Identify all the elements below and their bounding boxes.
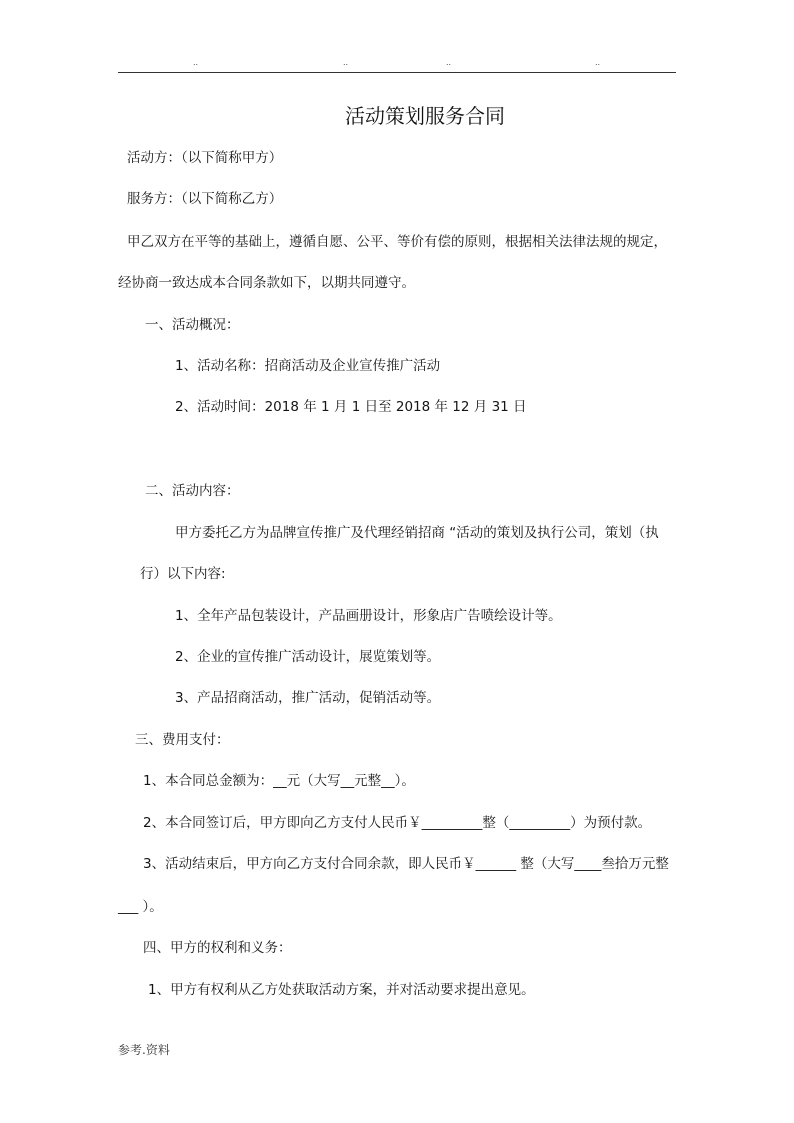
section-item-continuation: ___ ）。 (118, 899, 163, 915)
header-mark: .. (193, 58, 199, 67)
section-item: 3、产品招商活动，推广活动，促销活动等。 (175, 690, 441, 706)
section-intro-line: 行）以下内容: (140, 566, 226, 582)
section-item: 2、活动时间：2018 年 1 月 1 日至 2018 年 12 月 31 日 (175, 399, 527, 415)
header-mark: .. (343, 58, 349, 67)
header-rule (118, 72, 676, 73)
section-item: 2、本合同签订后，甲方即向乙方支付人民币￥_________整（_________）为预付款。 (143, 815, 652, 831)
header-mark: .. (595, 58, 601, 67)
section-intro-line: 甲方委托乙方为品牌宣传推广及代理经销招商 “活动的策划及执行公司，策划（执 (175, 525, 659, 541)
preamble-line: 经协商一致达成本合同条款如下，以期共同遵守。 (118, 275, 415, 291)
page-footer: 参考.资料 (118, 1043, 170, 1057)
section-heading: 二、活动内容： (145, 483, 240, 499)
section-item: 2、企业的宣传推广活动设计，展览策划等。 (175, 649, 441, 665)
section-item: 1、活动名称：招商活动及企业宣传推广活动 (175, 358, 441, 374)
section-item: 3、活动结束后，甲方向乙方支付合同余款，即人民币￥______ 整（大写____叁拾万元整 (143, 856, 669, 872)
section-item: 1、甲方有权利从乙方处获取活动方案，并对活动要求提出意见。 (148, 982, 535, 998)
section-heading: 一、活动概况： (145, 317, 240, 333)
section-item: 1、本合同总金额为：__元（大写__元整__）。 (143, 773, 415, 789)
section-heading: 三、费用支付： (135, 732, 230, 748)
document-title: 活动策划服务合同 (345, 104, 505, 128)
preamble-line: 甲乙双方在平等的基础上，遵循自愿、公平、等价有偿的原则，根据相关法律法规的规定， (127, 234, 667, 250)
header-mark: .. (446, 58, 452, 67)
section-item: 1、全年产品包装设计，产品画册设计，形象店广告喷绘设计等。 (175, 608, 562, 624)
party-b-line: 服务方：（以下简称乙方） (127, 191, 283, 207)
section-heading: 四、甲方的权利和义务： (143, 940, 292, 956)
party-a-line: 活动方：（以下简称甲方） (127, 150, 283, 166)
